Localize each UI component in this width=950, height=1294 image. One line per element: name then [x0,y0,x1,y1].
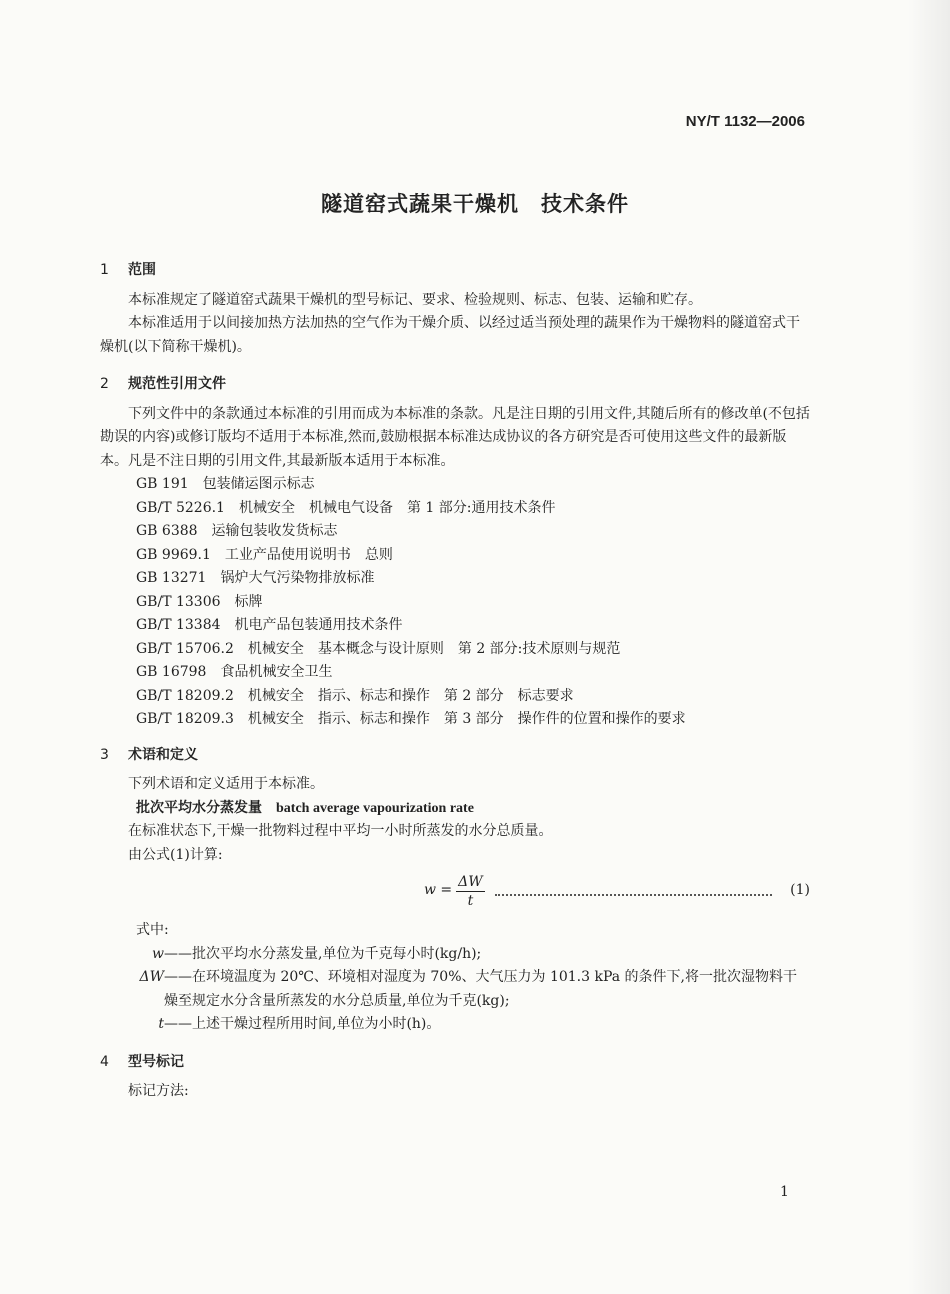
reference-item: GB/T 5226.1 机械安全 机械电气设备 第 1 部分:通用技术条件 [136,499,556,516]
reference-item: GB/T 13384 机电产品包装通用技术条件 [136,617,403,633]
term-chinese: 批次平均水分蒸发量 [136,799,262,816]
formula-fraction [456,873,485,910]
paragraph: 本标准适用于以间接加热方法加热的空气作为干燥介质、以经过适当预处理的蔬果作为干燥物料的隧道窑式干燥机(以下简称干燥机)。 [100,315,800,355]
section-number: 1 [100,262,109,278]
section-number: 4 [100,1053,109,1070]
symbol: ΔW [139,969,164,985]
symbol-definition [100,966,810,1013]
reference-item: GB/T 15706.2 机械安全 基本概念与设计原则 第 2 部分:技术原则与规范 [136,640,621,657]
formula-denominator: t [467,892,474,909]
section-title: 术语和定义 [128,746,198,763]
equation-number: (1) [790,882,810,899]
reference-item: GB/T 18209.3 机械安全 指示、标志和操作 第 3 部分 操作件的位置和操作的要求 [136,711,686,727]
paragraph: 标记方法: [128,1083,189,1099]
standard-number: NY/T 1132—2006 [685,113,805,130]
paragraph: 下列术语和定义适用于本标准。 [128,776,324,792]
symbol: w [152,945,164,962]
term-entry [100,797,810,821]
symbol-text: ——上述干燥过程所用时间,单位为小时(h)。 [164,1016,441,1032]
section-heading-terms [100,744,810,768]
reference-item: GB/T 13306 标牌 [136,593,263,610]
formula [100,871,810,911]
symbol-text: ——在环境温度为 20℃、环境相对湿度为 70%、大气压力为 101.3 kPa 的条件下,将一批次湿物料干燥至规定水分含量所蒸发的水分总质量,单位为千克(kg); [164,969,797,1009]
symbol-text: ——批次平均水分蒸发量,单位为千克每小时(kg/h); [164,945,482,962]
term-english: batch average vapourization rate [276,800,474,816]
reference-item: GB 6388 运输包装收发货标志 [136,523,338,539]
paragraph: 本标准规定了隧道窑式蔬果干燥机的型号标记、要求、检验规则、标志、包装、运输和贮存。 [128,291,702,308]
reference-item: GB 191 包装储运图示标志 [136,476,315,492]
symbol-definition [100,943,810,967]
paragraph: 下列文件中的条款通过本标准的引用而成为本标准的条款。凡是注日期的引用文件,其随后所有的修改单(不包括勘误的内容)或修订版均不适用于本标准,然而,鼓励根据本标准达成协议的各方研究是否可使用这些文件的最新版本。凡是不注日期的引用文件,其最新版本适用于本标准。 [100,405,810,469]
formula-intro: 由公式(1)计算: [128,846,223,863]
section-title: 规范性引用文件 [128,376,226,392]
reference-item: GB 13271 锅炉大气污染物排放标准 [136,570,375,586]
section-heading-normative-references [100,373,810,397]
section-title: 型号标记 [128,1053,184,1070]
document-title: 隧道窑式蔬果干燥机 技术条件 [321,192,629,216]
symbol-definition [100,1013,810,1037]
section-heading-model-marking [100,1051,810,1075]
reference-item: GB 16798 食品机械安全卫生 [136,664,333,680]
page-number: 1 [780,1184,789,1200]
document-body [100,255,810,1104]
section-number: 3 [100,746,109,763]
symbol: t [158,1016,164,1032]
leader-dots [495,886,772,896]
section-title: 范围 [128,262,156,278]
term-definition: 在标准状态下,干燥一批物料过程中平均一小时所蒸发的水分总质量。 [128,823,553,839]
formula-lhs: w = [424,882,453,899]
section-number: 2 [100,376,109,392]
formula-numerator: ΔW [458,873,483,890]
where-label: 式中: [136,922,169,938]
reference-item: GB/T 18209.2 机械安全 指示、标志和操作 第 2 部分 标志要求 [136,687,574,704]
section-heading-scope [100,259,810,283]
reference-item: GB 9969.1 工业产品使用说明书 总则 [136,546,393,563]
